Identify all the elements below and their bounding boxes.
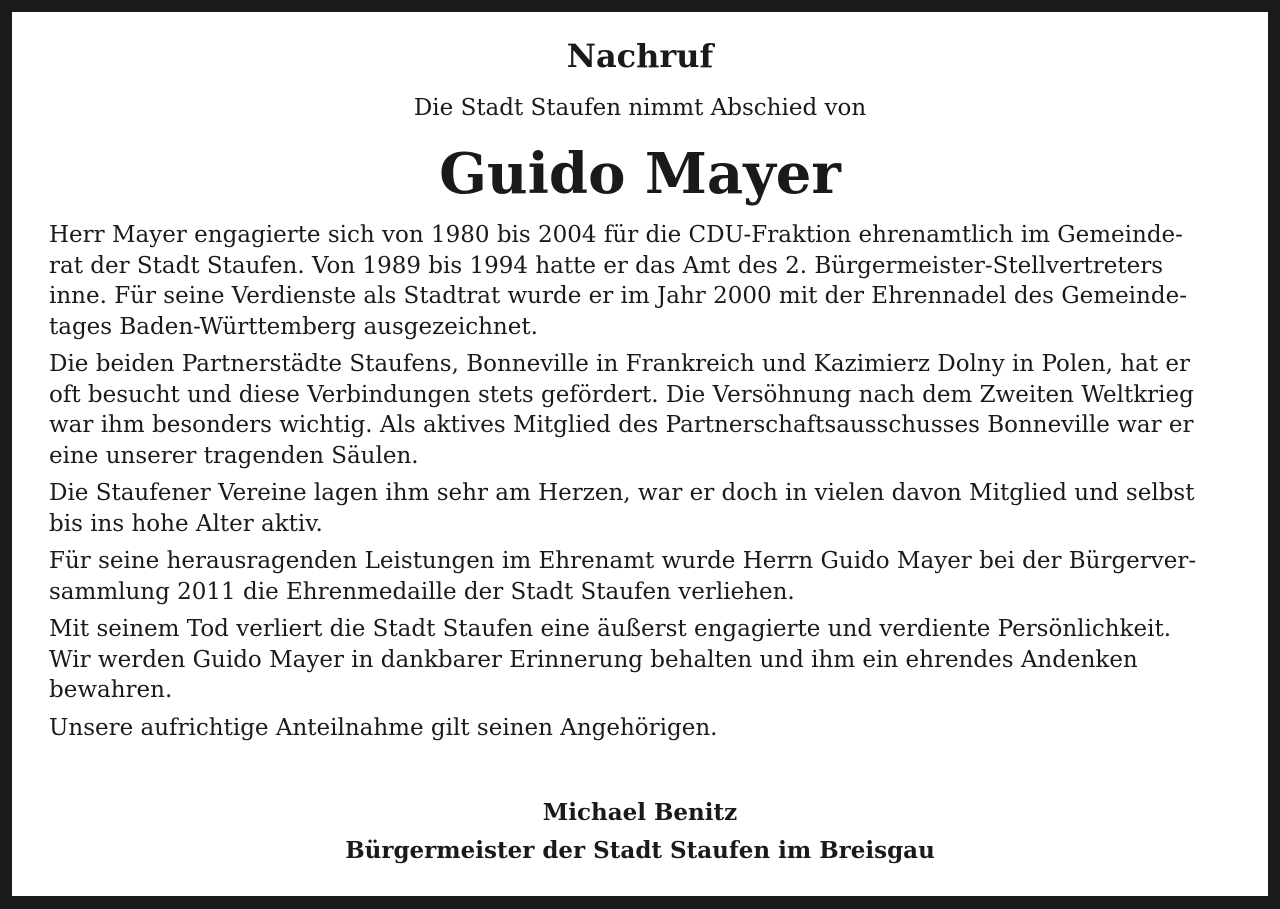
text-line: Mit seinem Tod verliert die Stadt Staufen eine äußerst engagierte und verdiente Persönlichkeit. xyxy=(49,616,1172,642)
paragraph-condolences xyxy=(49,713,1233,744)
text-line: Die Staufener Vereine lagen ihm sehr am Herzen, war er doch in vielen davon Mitglied und selbst xyxy=(49,480,1195,506)
text-line: tages Baden-Württemberg ausgezeichnet. xyxy=(49,313,538,340)
notice-title: Nachruf xyxy=(566,37,714,75)
paragraph-remembrance xyxy=(49,614,1233,706)
signatory-role: Bürgermeister der Stadt Staufen im Breisgau xyxy=(345,837,935,864)
obituary-notice xyxy=(12,12,1268,896)
paragraph-honor-medal xyxy=(49,546,1233,607)
text-line: bewahren. xyxy=(49,677,173,703)
notice-body xyxy=(49,220,1233,750)
text-line: bis ins hohe Alter aktiv. xyxy=(49,510,323,537)
text-line: war ihm besonders wichtig. Als aktives Mitglied des Partnerschaftsausschusses Bonneville war er xyxy=(49,412,1194,438)
text-line: Wir werden Guido Mayer in dankbarer Erinnerung behalten und ihm ein ehrendes Andenken xyxy=(49,646,1138,673)
text-line: eine unserer tragenden Säulen. xyxy=(49,442,419,469)
text-line: oft besucht und diese Verbindungen stets gefördert. Die Versöhnung nach dem Zweiten Weltkrieg xyxy=(49,381,1194,408)
text-line: inne. Für seine Verdienste als Stadtrat wurde er im Jahr 2000 mit der Ehrennadel des Gemeinde- xyxy=(49,283,1187,309)
text-line: Unsere aufrichtige Anteilnahme gilt seinen Angehörigen. xyxy=(49,714,718,741)
paragraph-partner-cities xyxy=(49,349,1233,471)
text-line: Für seine herausragenden Leistungen im Ehrenamt wurde Herrn Guido Mayer bei der Bürgerver- xyxy=(49,548,1197,574)
notice-subtitle: Die Stadt Staufen nimmt Abschied von xyxy=(413,95,867,121)
text-line: sammlung 2011 die Ehrenmedaille der Stadt Staufen verliehen. xyxy=(49,578,795,605)
deceased-name: Guido Mayer xyxy=(439,141,841,207)
paragraph-associations xyxy=(49,478,1233,539)
paragraph-career xyxy=(49,220,1233,342)
text-line: Die beiden Partnerstädte Staufens, Bonneville in Frankreich und Kazimierz Dolny in Polen, hat er xyxy=(49,351,1190,377)
signatory-name: Michael Benitz xyxy=(542,799,738,826)
text-line: Herr Mayer engagierte sich von 1980 bis 2004 für die CDU-Fraktion ehrenamtlich im Gemeinde- xyxy=(49,222,1183,248)
text-line: rat der Stadt Staufen. Von 1989 bis 1994 hatte er das Amt des 2. Bürgermeister-Stellvertreters xyxy=(49,252,1164,279)
